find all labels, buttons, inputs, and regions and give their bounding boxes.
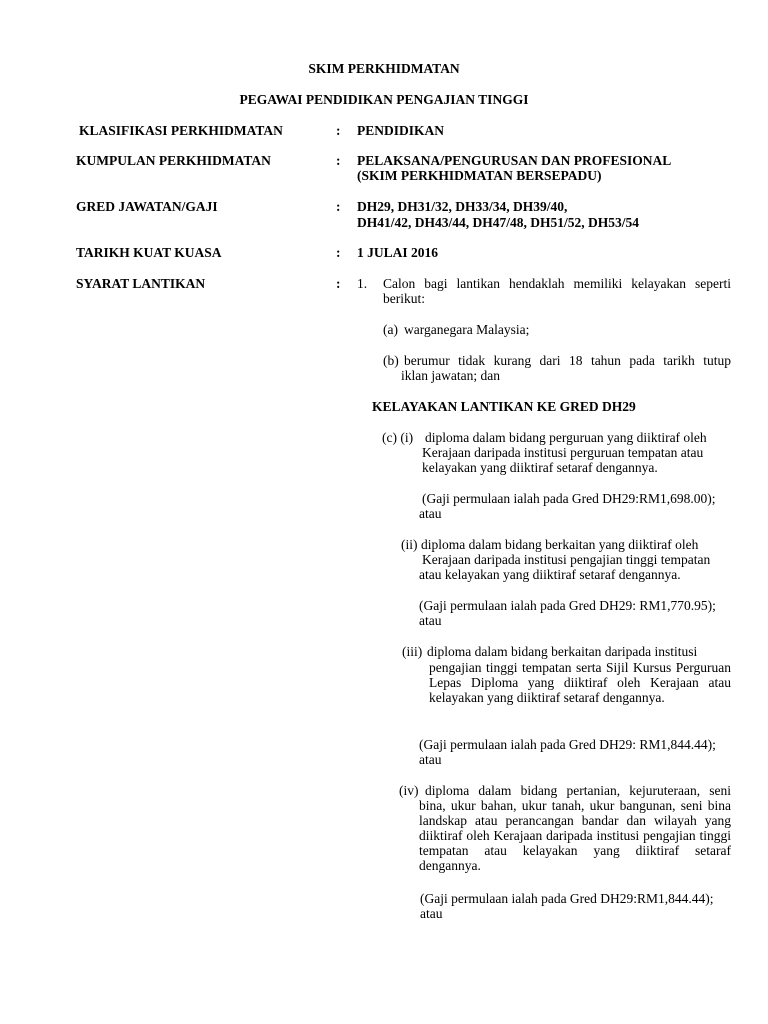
field-label: KLASIFIKASI PERKHIDMATAN (79, 123, 283, 138)
field-value: 1 JULAI 2016 (357, 245, 439, 260)
item-c-ii-atau: atau (419, 613, 442, 628)
item-c-ii-marker: (ii) (401, 537, 418, 552)
section-heading: KELAYAKAN LANTIKAN KE GRED DH29 (372, 399, 636, 414)
document-subtitle: PEGAWAI PENDIDIKAN PENGAJIAN TINGGI (239, 92, 529, 107)
item-c-iv-text: diploma dalam bidang pertanian, kejuruteraan, seni bina, ukur bahan, ukur tanah, ukur bangunan, seni bina landskap atau perancangan bandar dan wilayah yang diiktiraf oleh Kerajaan daripada institusi pengajian tinggi tempatan atau kelayakan yang diiktiraf setaraf dengannya. (419, 783, 731, 873)
item-c-i-atau: atau (419, 506, 442, 521)
field-colon: : (336, 276, 341, 291)
item-b-line1: berumur tidak kurang dari 18 tahun pada tarikh tutup (404, 353, 731, 368)
field-value-line1: DH29, DH31/32, DH33/34, DH39/40, (357, 199, 568, 214)
item-number: 1. (357, 276, 368, 291)
item-c-ii-line2: Kerajaan daripada institusi pengajian tinggi tempatan (422, 552, 711, 567)
item-c-i-line2: Kerajaan daripada institusi perguruan tempatan atau (422, 445, 704, 460)
field-label: KUMPULAN PERKHIDMATAN (76, 153, 271, 168)
field-label: SYARAT LANTIKAN (76, 276, 206, 291)
item-c-iv-gaji: (Gaji permulaan ialah pada Gred DH29:RM1,844.44); (420, 891, 714, 906)
item-c-iv-atau: atau (420, 906, 443, 921)
field-colon: : (336, 153, 341, 168)
item-b-marker: (b) (383, 353, 399, 368)
item-c-i-marker: (c) (i) (382, 430, 414, 445)
field-value-line2: (SKIM PERKHIDMATAN BERSEPADU) (357, 168, 602, 183)
item-c-iii-gaji: (Gaji permulaan ialah pada Gred DH29: RM1,844.44); (419, 737, 716, 752)
field-colon: : (336, 123, 341, 138)
item-c-iii-line1: diploma dalam bidang berkaitan daripada institusi (427, 644, 698, 659)
field-label: TARIKH KUAT KUASA (76, 245, 222, 260)
field-label: GRED JAWATAN/GAJI (76, 199, 218, 214)
item-c-ii-line3: atau kelayakan yang diiktiraf setaraf dengannya. (419, 567, 681, 582)
field-value-line1: PELAKSANA/PENGURUSAN DAN PROFESIONAL (357, 153, 672, 168)
item-c-iii-text: pengajian tinggi tempatan serta Sijil Kursus Perguruan Lepas Diploma yang diiktiraf oleh Kerajaan atau kelayakan yang diiktiraf setaraf dengannya. (429, 660, 731, 705)
field-colon: : (336, 245, 341, 260)
item-c-i-line1: diploma dalam bidang perguruan yang diiktiraf oleh (425, 430, 707, 445)
item-c-i-gaji: (Gaji permulaan ialah pada Gred DH29:RM1,698.00); (422, 491, 716, 506)
field-colon: : (336, 199, 341, 214)
document-title: SKIM PERKHIDMATAN (308, 61, 460, 76)
field-value-line2: DH41/42, DH43/44, DH47/48, DH51/52, DH53/54 (357, 215, 640, 230)
field-value: PENDIDIKAN (357, 123, 445, 138)
item-b-line2: iklan jawatan; dan (401, 368, 500, 383)
item-text: Calon bagi lantikan hendaklah memiliki kelayakan seperti berikut: (383, 276, 731, 306)
item-c-ii-line1: diploma dalam bidang berkaitan yang diiktiraf oleh (421, 537, 699, 552)
item-c-ii-gaji: (Gaji permulaan ialah pada Gred DH29: RM1,770.95); (419, 598, 716, 613)
item-c-iii-atau: atau (419, 752, 442, 767)
item-c-iii-marker: (iii) (402, 644, 423, 659)
item-c-iv-marker: (iv) (399, 783, 419, 798)
item-a-text: warganegara Malaysia; (404, 322, 530, 337)
item-a-marker: (a) (383, 322, 398, 337)
item-c-i-line3: kelayakan yang diiktiraf setaraf dengannya. (422, 460, 658, 475)
